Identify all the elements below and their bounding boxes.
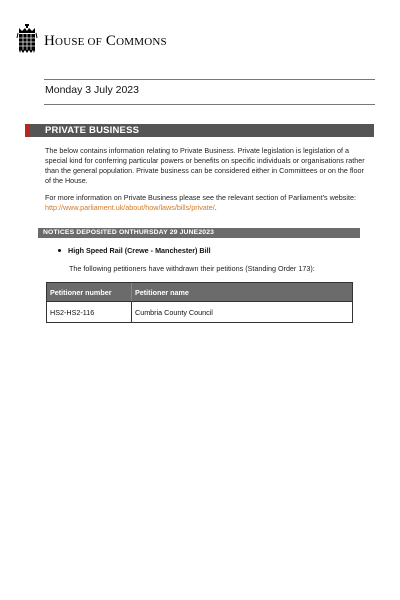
petitioners-table — [46, 282, 353, 323]
bill-bullet — [58, 246, 211, 256]
logo-wordmark: HOUSE OF COMMONS — [44, 32, 167, 49]
notices-banner — [38, 228, 360, 238]
bill-title: High Speed Rail (Crewe - Manchester) Bill — [68, 246, 211, 255]
header-petitioner-number: Petitioner number — [47, 283, 132, 301]
document-date: Monday 3 July 2023 — [45, 84, 139, 96]
intro-paragraph: The below contains information relating to Private Business. Private legislation is legislation of a special kind for conferring particular powers or benefits on specific individuals or organisations rather than the general population. Private business can be considered either in Committees or on the floor of the House. — [45, 146, 365, 185]
bullet-icon — [58, 249, 61, 252]
header-petitioner-name: Petitioner name — [135, 287, 189, 297]
table-header-row — [47, 283, 352, 301]
divider-bottom — [44, 104, 375, 105]
private-business-link[interactable]: http://www.parliament.uk/about/how/laws/bills/private/ — [45, 203, 215, 212]
portcullis-icon — [16, 24, 38, 54]
section-title: PRIVATE BUSINESS — [45, 125, 140, 136]
cell-petitioner-number: HS2-HS2-116 — [47, 302, 132, 322]
house-of-commons-logo — [16, 22, 167, 56]
more-info-text: For more information on Private Business please see the relevant section of Parliament's website: — [45, 193, 356, 202]
notices-title: NOTICES DEPOSITED ONTHURSDAY 29 JUNE2023 — [43, 229, 215, 236]
section-banner — [25, 124, 374, 137]
banner-accent — [25, 124, 30, 137]
divider-top — [44, 79, 375, 80]
more-info-paragraph — [45, 193, 370, 213]
withdrawn-text: The following petitioners have withdrawn their petitions (Standing Order 173): — [69, 264, 315, 273]
table-row — [47, 301, 352, 322]
cell-petitioner-name: Cumbria County Council — [135, 307, 213, 317]
more-info-suffix: . — [214, 203, 217, 212]
